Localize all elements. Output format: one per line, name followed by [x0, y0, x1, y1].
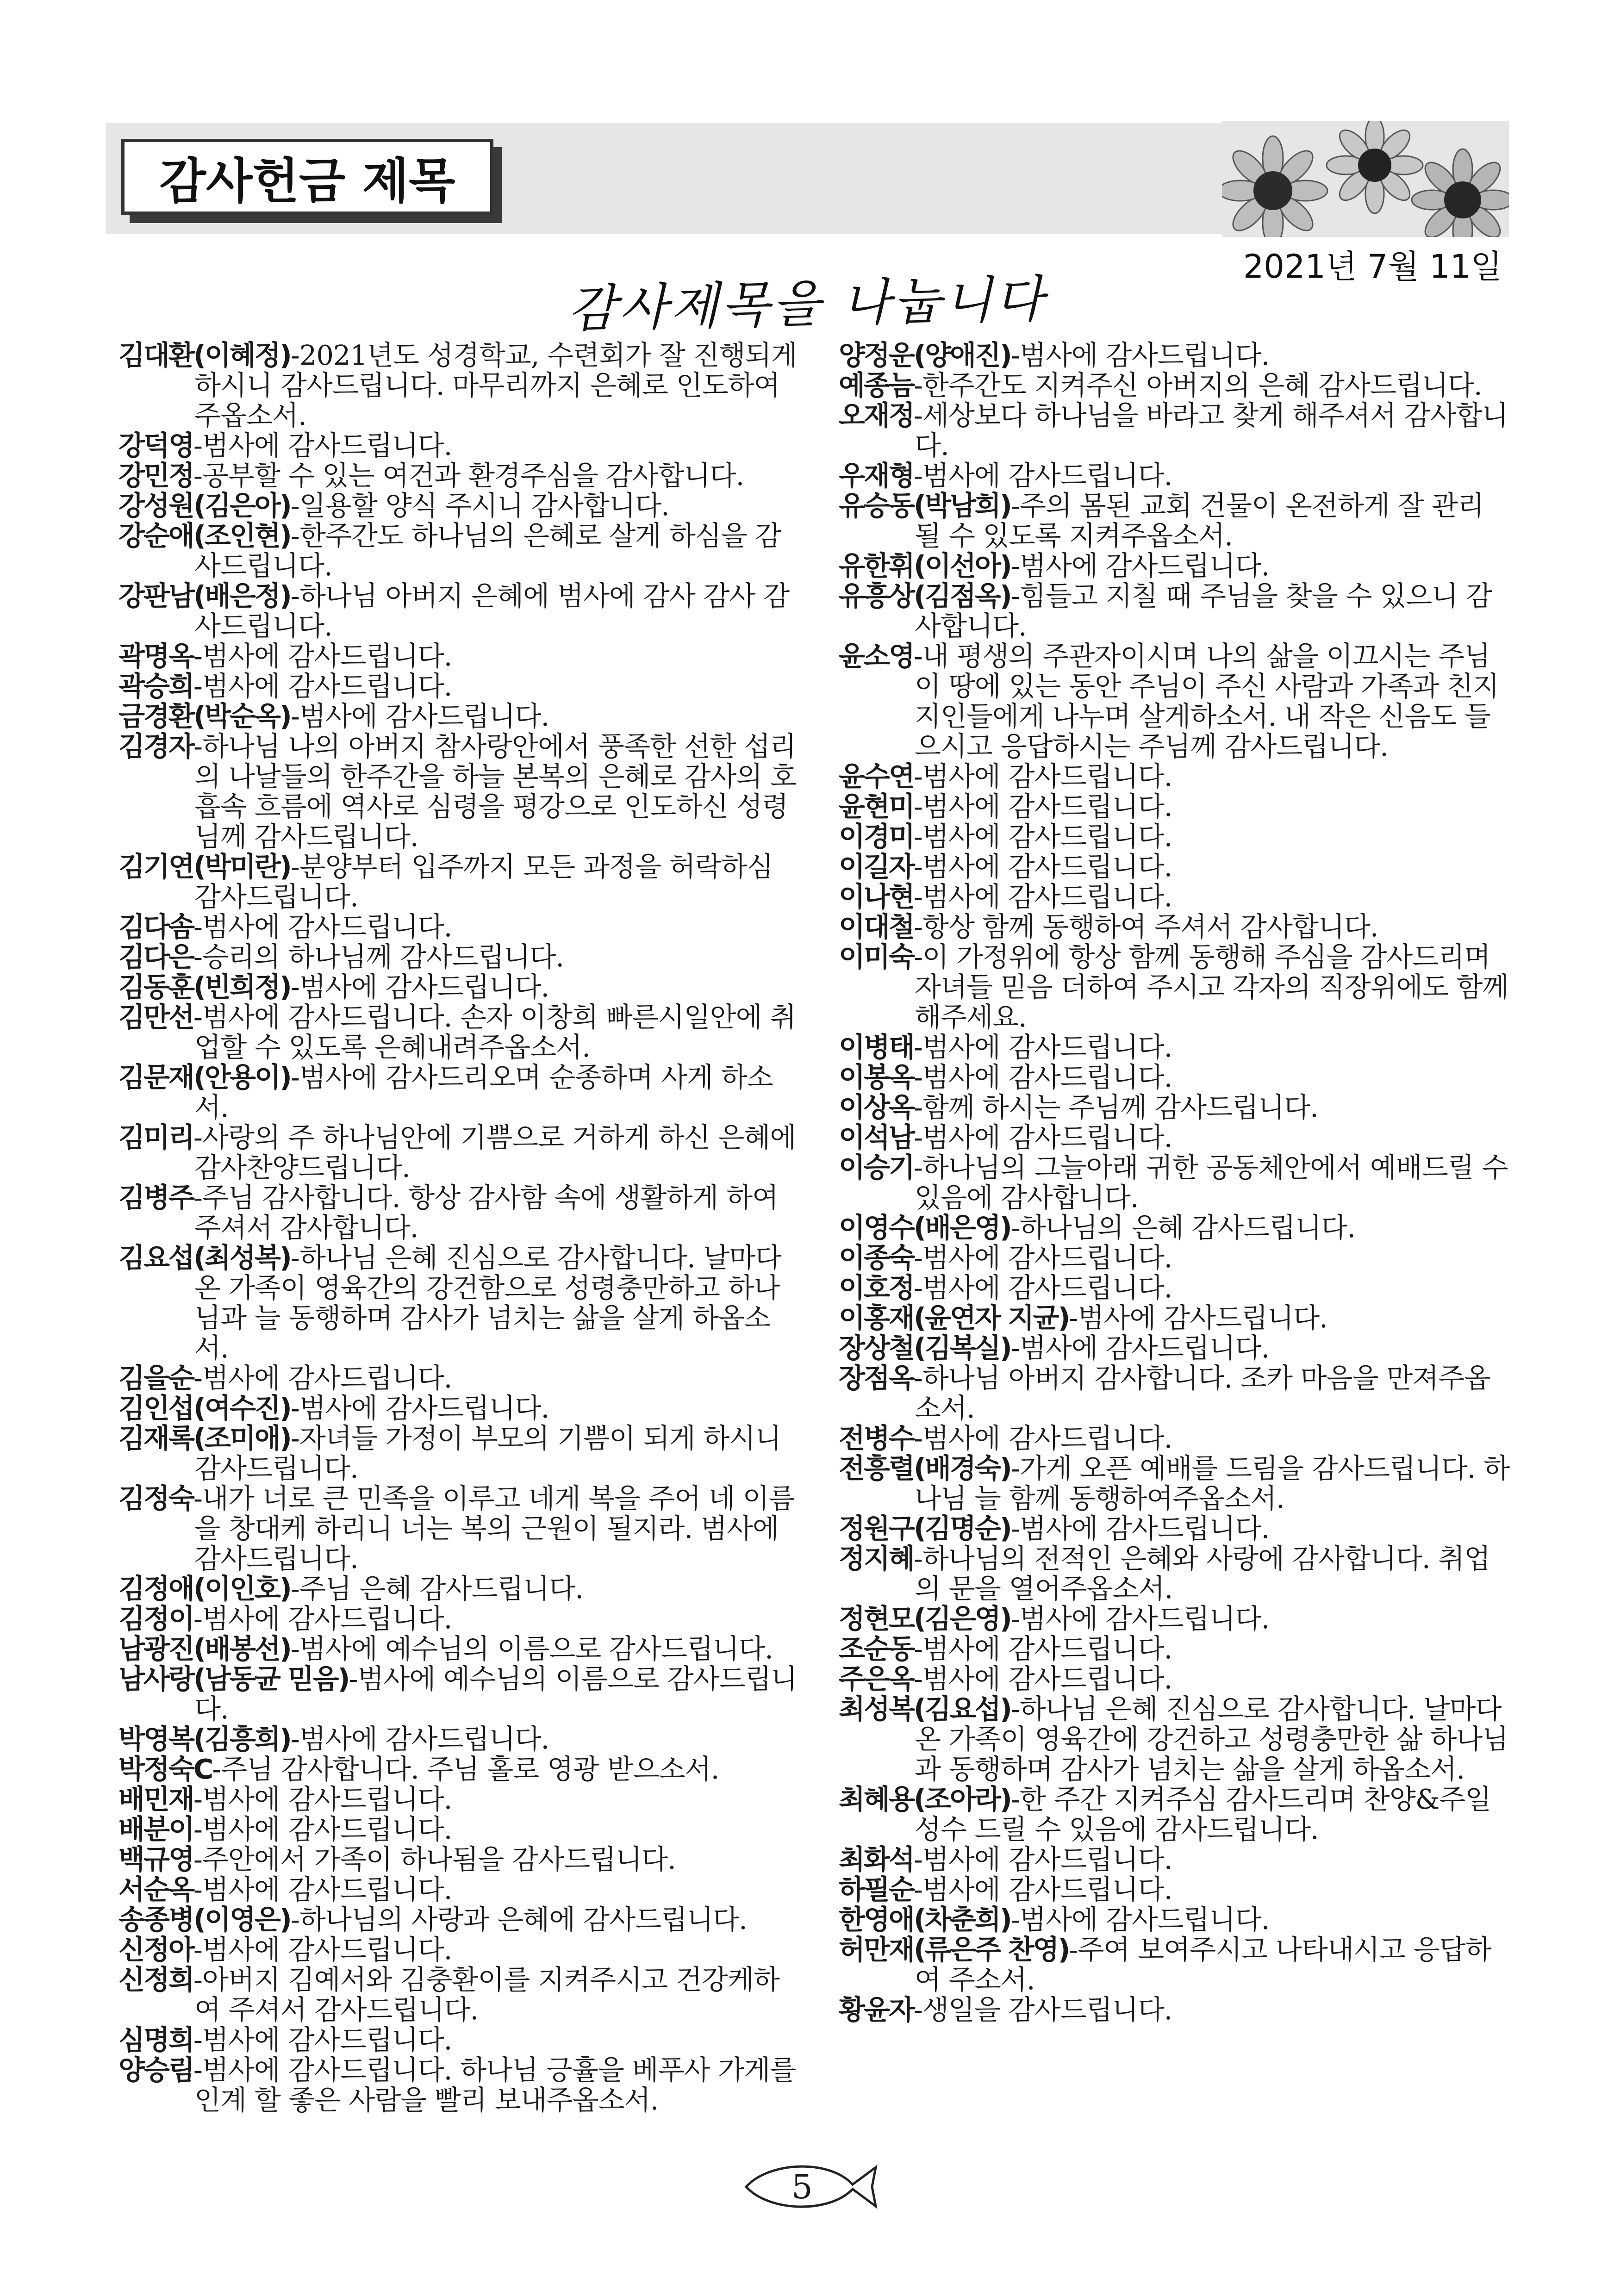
- entry-name: 남사랑(남동균 믿음): [118, 1663, 349, 1695]
- entry-text: -하나님의 그늘아래 귀한 공동체안에서 예배드릴 수 있음에 감사합니다.: [913, 1151, 1508, 1213]
- entry-text: -범사에 감사드립니다.: [193, 1783, 452, 1815]
- entry-name: 이병태: [839, 1031, 914, 1063]
- list-item: [118, 1935, 799, 1965]
- entry-name: 예종늠: [839, 369, 914, 401]
- list-item: [118, 581, 799, 641]
- entry-name: 양승림: [118, 2054, 193, 2086]
- entry-text: -범사에 감사드립니다.: [193, 640, 452, 672]
- entry-text: -함께 하시는 주님께 감사드립니다.: [913, 1091, 1318, 1123]
- list-item: [118, 641, 799, 671]
- entry-name: 김정이: [118, 1603, 193, 1635]
- entry-name: 이경미: [839, 821, 914, 852]
- entry-name: 김경자: [118, 730, 193, 762]
- entry-text: -하나님 은혜 진심으로 감사합니다. 날마다 온 가족이 영육간의 강건함으로 성령충만하고 하나님과 늘 동행하며 감사가 넘치는 삶을 살게 하옵소서.: [194, 1242, 781, 1364]
- page-number-badge: [737, 2159, 885, 2215]
- entry-text: -힘들고 지칠 때 주님을 찾을 수 있으니 감사합니다.: [915, 580, 1492, 642]
- entry-text: -분양부터 입주까지 모든 과정을 허락하심 감사드립니다.: [194, 851, 773, 913]
- list-item: [839, 1273, 1515, 1303]
- entry-name: 강덕영: [118, 429, 193, 461]
- list-item: [839, 761, 1515, 791]
- list-item: [839, 1152, 1515, 1213]
- entry-text: -범사에 감사드립니다.: [913, 881, 1172, 913]
- entry-name: 이영수(배은영): [839, 1212, 1011, 1244]
- entry-text: -하나님 은혜 진심으로 감사합니다. 날마다 온 가족이 영육간에 강건하고 성령충만한 삶 하나님과 동행하며 감사가 넘치는 삶을 살게 하옵소서.: [915, 1693, 1508, 1785]
- entry-name: 신정희: [118, 1964, 193, 1996]
- entry-text: -하나님 나의 아버지 참사랑안에서 풍족한 선한 섭리의 나날들의 한주간을 하늘 본복의 은혜로 감사의 호흡속 흐름에 역사로 심령을 평강으로 인도하신 성령님께 감사드립니다.: [193, 730, 797, 852]
- entry-text: -범사에 감사드립니다.: [913, 851, 1172, 883]
- entry-name: 이승기: [839, 1151, 914, 1183]
- list-item: [839, 882, 1515, 912]
- entry-name: 신정아: [118, 1934, 193, 1966]
- entry-text: -범사에 감사드립니다.: [913, 1843, 1172, 1875]
- entry-text: -하나님의 은혜 감사드립니다.: [1010, 1212, 1356, 1244]
- entry-name: 하필순: [839, 1873, 914, 1905]
- list-item: [118, 340, 799, 430]
- entry-name: 강판남(배은정): [118, 580, 291, 612]
- entry-text: -범사에 감사드립니다.: [1069, 1302, 1327, 1334]
- list-item: [839, 1995, 1515, 2025]
- list-item: [839, 641, 1515, 761]
- list-item: [118, 521, 799, 581]
- entry-name: 이대철: [839, 911, 914, 943]
- list-item: [839, 1784, 1515, 1844]
- entry-name: 금경환(박순옥): [118, 700, 291, 732]
- entry-name: 심명희: [118, 2024, 193, 2056]
- list-item: [118, 1724, 799, 1754]
- entry-text: -승리의 하나님께 감사드립니다.: [193, 941, 564, 973]
- entry-name: 오재정: [839, 399, 914, 431]
- entry-text: -범사에 감사드립니다.: [913, 1663, 1172, 1695]
- entry-text: -범사에 예수님의 이름으로 감사드립니다.: [290, 1633, 773, 1665]
- list-item: [118, 1363, 799, 1393]
- entry-text: -범사에 감사드립니다.: [913, 1242, 1172, 1274]
- entry-text: -범사에 감사드립니다.: [913, 1633, 1172, 1665]
- list-item: [118, 1754, 799, 1784]
- entry-name: 윤현미: [839, 790, 914, 822]
- entry-name: 김인섭(여수진): [118, 1392, 291, 1424]
- entry-text: -범사에 감사드립니다.: [193, 2024, 452, 2056]
- entry-text: -주의 몸된 교회 건물이 온전하게 잘 관리 될 수 있도록 지켜주옵소서.: [915, 490, 1484, 552]
- entry-name: 김미리: [118, 1121, 193, 1153]
- entry-name: 정현모(김은영): [839, 1603, 1011, 1635]
- entry-text: -한주간도 지켜주신 아버지의 은혜 감사드립니다.: [913, 369, 1482, 401]
- page-number: 5: [791, 2167, 813, 2206]
- list-item: [839, 1243, 1515, 1273]
- entry-name: 김동훈(빈희정): [118, 971, 291, 1003]
- entry-name: 이길자: [839, 851, 914, 883]
- entry-name: 이미숙: [839, 941, 914, 973]
- entry-text: -범사에 감사드립니다.: [193, 1873, 452, 1905]
- entry-name: 강성원(김은아): [118, 490, 291, 522]
- entry-text: -하나님의 사랑과 은혜에 감사드립니다.: [290, 1904, 747, 1935]
- title-box: [121, 139, 493, 215]
- entry-name: 이나현: [839, 881, 914, 913]
- entry-name: 양정운(양애진): [839, 339, 1011, 371]
- entry-name: 김대환(이혜정): [118, 339, 291, 371]
- entry-text: -범사에 감사드립니다.: [193, 1603, 452, 1635]
- entry-text: -세상보다 하나님을 바라고 찾게 해주셔서 감사합니다.: [913, 399, 1508, 461]
- list-item: [118, 1874, 799, 1904]
- list-item: [118, 1604, 799, 1634]
- list-item: [118, 1574, 799, 1604]
- entry-text: -주님 은혜 감사드립니다.: [290, 1573, 584, 1605]
- list-item: [118, 430, 799, 460]
- list-item: [839, 942, 1515, 1032]
- list-item: [839, 1664, 1515, 1694]
- list-item: [118, 1904, 799, 1935]
- list-item: [839, 491, 1515, 551]
- list-item: [118, 731, 799, 852]
- entry-text: -범사에 감사드립니다.: [193, 670, 452, 702]
- list-item: [839, 340, 1515, 370]
- entry-text: -범사에 감사드립니다. 하나님 긍휼을 베푸사 가게를 인계 할 좋은 사람을 빨리 보내주옵소서.: [193, 2054, 796, 2116]
- list-item: [839, 581, 1515, 641]
- entry-text: -범사에 감사드립니다.: [1010, 339, 1270, 371]
- list-item: [839, 1453, 1515, 1513]
- entry-name: 김기연(박미란): [118, 851, 291, 883]
- list-item: [839, 1543, 1515, 1604]
- entry-name: 한영애(차춘희): [839, 1904, 1011, 1935]
- list-item: [118, 1062, 799, 1122]
- entry-text: -하나님 아버지 은혜에 범사에 감사 감사 감사드립니다.: [194, 580, 790, 642]
- list-item: [118, 942, 799, 972]
- entry-name: 유한휘(이선아): [839, 550, 1011, 582]
- entry-name: 윤수연: [839, 760, 914, 792]
- entry-text: -주님 감사합니다. 항상 감사함 속에 생활하게 하여 주셔서 감사합니다.: [193, 1182, 779, 1244]
- fish-icon: [746, 2166, 876, 2207]
- entry-text: -하나님의 전적인 은혜와 사랑에 감사합니다. 취업의 문을 열어주옵소서.: [913, 1543, 1490, 1605]
- entry-text: -사랑의 주 하나님안에 기쁨으로 거하게 하신 은혜에 감사찬양드립니다.: [193, 1121, 796, 1183]
- list-item: [839, 912, 1515, 942]
- list-item: [118, 912, 799, 942]
- entry-name: 장상철(김복실): [839, 1332, 1011, 1364]
- page-title: 감사헌금 제목: [159, 153, 455, 209]
- entry-name: 김재록(조미애): [118, 1422, 291, 1454]
- entry-name: 이종숙: [839, 1242, 914, 1274]
- list-item: [839, 1904, 1515, 1935]
- entry-name: 김문재(안용이): [118, 1061, 291, 1093]
- list-item: [118, 1664, 799, 1724]
- list-item: [839, 1122, 1515, 1152]
- entry-text: -범사에 감사드립니다.: [913, 760, 1172, 792]
- list-item: [118, 1483, 799, 1574]
- entry-name: 이호정: [839, 1272, 914, 1304]
- entries-left-column: [118, 340, 799, 2115]
- entry-text: -내가 너로 큰 민족을 이루고 네게 복을 주어 네 이름을 창대케 하리니 너는 복의 근원이 될지라. 범사에 감사드립니다.: [193, 1482, 795, 1574]
- entry-text: -범사에 감사드립니다.: [290, 700, 549, 732]
- entry-text: -범사에 감사드립니다.: [1010, 1603, 1270, 1635]
- entry-text: -가게 오픈 예배를 드림을 감사드립니다. 하나님 늘 함께 동행하여주옵소서.: [915, 1452, 1510, 1514]
- entry-text: -범사에 감사드립니다.: [913, 1272, 1172, 1304]
- entry-text: -범사에 감사드립니다.: [1010, 1512, 1270, 1544]
- entry-name: 유승동(박남희): [839, 490, 1011, 522]
- entry-name: 최혜용(조아라): [839, 1783, 1011, 1815]
- list-item: [839, 791, 1515, 821]
- list-item: [839, 1333, 1515, 1363]
- list-item: [118, 972, 799, 1002]
- entry-text: -한 주간 지켜주심 감사드리며 찬양&주일성수 드릴 수 있음에 감사드립니다.: [915, 1783, 1491, 1845]
- entry-name: 윤소영: [839, 640, 914, 672]
- list-item: [839, 400, 1515, 460]
- entry-text: -2021년도 성경학교, 수련회가 잘 진행되게 하시니 감사드립니다. 마무리까지 은혜로 인도하여 주옵소서.: [194, 339, 797, 431]
- entry-name: 곽승희: [118, 670, 193, 702]
- list-item: [118, 1182, 799, 1243]
- list-item: [118, 1393, 799, 1423]
- entry-name: 전병수: [839, 1422, 914, 1454]
- section-subtitle: 감사제목을 나눕니다: [567, 270, 1047, 338]
- entry-text: -아버지 김예서와 김충환이를 지켜주시고 건강케하여 주셔서 감사드립니다.: [193, 1964, 779, 2026]
- entry-text: -생일을 감사드립니다.: [913, 1994, 1172, 2026]
- entry-name: 황윤자: [839, 1994, 914, 2026]
- entry-name: 김을순: [118, 1362, 193, 1394]
- list-item: [118, 1634, 799, 1664]
- entry-text: -범사에 감사드립니다.: [1010, 550, 1270, 582]
- entry-name: 우재형: [839, 460, 914, 492]
- issue-date: 2021년 7월 11일: [1243, 248, 1502, 286]
- list-item: [118, 1243, 799, 1363]
- list-item: [118, 1423, 799, 1483]
- list-item: [118, 2055, 799, 2115]
- entry-name: 서순옥: [118, 1873, 193, 1905]
- entry-name: 이석남: [839, 1121, 914, 1153]
- entry-text: -자녀들 가정이 부모의 기쁨이 되게 하시니 감사드립니다.: [194, 1422, 781, 1484]
- entry-name: 주은옥: [839, 1663, 914, 1695]
- entry-text: -범사에 예수님의 이름으로 감사드립니다.: [194, 1663, 797, 1725]
- list-item: [839, 460, 1515, 491]
- entry-name: 강순애(조인현): [118, 520, 291, 552]
- entry-name: 조순동: [839, 1633, 914, 1665]
- list-item: [118, 701, 799, 731]
- entry-text: -범사에 감사드립니다.: [193, 1362, 452, 1394]
- entry-text: -주여 보여주시고 나타내시고 응답하여 주소서.: [915, 1934, 1491, 1996]
- list-item: [839, 1062, 1515, 1092]
- entry-text: -범사에 감사드립니다.: [913, 790, 1172, 822]
- list-item: [839, 1032, 1515, 1062]
- list-item: [839, 1844, 1515, 1874]
- list-item: [839, 1513, 1515, 1543]
- entry-text: -범사에 감사드립니다.: [193, 1813, 452, 1845]
- entry-text: -범사에 감사드립니다.: [913, 1121, 1172, 1153]
- list-item: [839, 551, 1515, 581]
- entry-name: 배분이: [118, 1813, 193, 1845]
- entry-name: 이상옥: [839, 1091, 914, 1123]
- entry-name: 박정숙C: [118, 1753, 212, 1785]
- list-item: [118, 671, 799, 701]
- entry-name: 이봉옥: [839, 1061, 914, 1093]
- entry-text: -범사에 감사드립니다.: [290, 1723, 549, 1755]
- entry-text: -범사에 감사드립니다.: [913, 1031, 1172, 1063]
- list-item: [839, 1092, 1515, 1122]
- list-item: [839, 1694, 1515, 1784]
- entry-name: 정지혜: [839, 1543, 914, 1574]
- list-item: [118, 491, 799, 521]
- entries-right-column: [839, 340, 1515, 2025]
- list-item: [839, 1423, 1515, 1453]
- entry-name: 김정애(이인호): [118, 1573, 291, 1605]
- entry-text: -공부할 수 있는 여건과 환경주심을 감사합니다.: [193, 460, 744, 492]
- entry-name: 박영복(김흥희): [118, 1723, 291, 1755]
- list-item: [839, 1604, 1515, 1634]
- list-item: [118, 1814, 799, 1844]
- entry-text: -이 가정위에 항상 함께 동행해 주심을 감사드리며 자녀들 믿음 더하여 주시고 각자의 직장위에도 함께 해주세요.: [913, 941, 1508, 1033]
- entry-text: -항상 함께 동행하여 주셔서 감사합니다.: [913, 911, 1378, 943]
- entry-text: -범사에 감사드립니다.: [193, 429, 452, 461]
- entry-name: 곽명옥: [118, 640, 193, 672]
- entry-name: 유흥상(김점옥): [839, 580, 1011, 612]
- list-item: [839, 1634, 1515, 1664]
- entry-name: 김정숙: [118, 1482, 193, 1514]
- entry-name: 백규영: [118, 1843, 193, 1875]
- entry-name: 김요섭(최성복): [118, 1242, 291, 1274]
- entry-text: -하나님 아버지 감사합니다. 조카 마음을 만져주옵소서.: [913, 1362, 1490, 1424]
- entry-text: -범사에 감사드립니다.: [290, 1392, 549, 1424]
- entry-text: -내 평생의 주관자이시며 나의 삶을 이끄시는 주님 이 땅에 있는 동안 주님이 주신 사람과 가족과 친지 지인들에게 나누며 살게하소서. 내 작은 신음도 들으시고 응답하시는 주님께 감사드립니다.: [913, 640, 1499, 762]
- entry-name: 최화석: [839, 1843, 914, 1875]
- entry-name: 남광진(배봉선): [118, 1633, 291, 1665]
- entry-name: 김병주: [118, 1182, 193, 1213]
- entry-text: -범사에 감사드리오며 순종하며 사게 하소서.: [194, 1061, 773, 1123]
- list-item: [839, 1303, 1515, 1333]
- entry-name: 김만선: [118, 1001, 193, 1033]
- list-item: [839, 821, 1515, 852]
- entry-text: -주님 감사합니다. 주님 홀로 영광 받으소서.: [212, 1753, 719, 1785]
- entry-text: -범사에 감사드립니다.: [913, 1422, 1172, 1454]
- entry-name: 최성복(김요섭): [839, 1693, 1011, 1725]
- entry-text: -범사에 감사드립니다.: [913, 821, 1172, 852]
- entry-text: -범사에 감사드립니다.: [290, 971, 549, 1003]
- entry-name: 강민정: [118, 460, 193, 492]
- list-item: [118, 460, 799, 491]
- entry-text: -범사에 감사드립니다.: [913, 1061, 1172, 1093]
- entry-text: -범사에 감사드립니다.: [193, 1934, 452, 1966]
- entry-text: -범사에 감사드립니다.: [193, 911, 452, 943]
- entry-name: 이홍재(윤연자 지균): [839, 1302, 1069, 1334]
- entry-name: 허만재(류은주 찬영): [839, 1934, 1069, 1966]
- list-item: [839, 370, 1515, 400]
- entry-name: 장점옥: [839, 1362, 914, 1394]
- entry-text: -범사에 감사드립니다.: [913, 1873, 1172, 1905]
- entry-name: 김다솜: [118, 911, 193, 943]
- list-item: [118, 852, 799, 912]
- entry-text: -범사에 감사드립니다.: [1010, 1332, 1270, 1364]
- list-item: [118, 1002, 799, 1062]
- list-item: [839, 1874, 1515, 1904]
- entry-text: -범사에 감사드립니다.: [1010, 1904, 1270, 1935]
- entry-text: -주안에서 가족이 하나됨을 감사드립니다.: [193, 1843, 676, 1875]
- entry-name: 전흥렬(배경숙): [839, 1452, 1011, 1484]
- list-item: [118, 2025, 799, 2055]
- entry-name: 정원구(김명순): [839, 1512, 1011, 1544]
- list-item: [118, 1844, 799, 1874]
- list-item: [118, 1784, 799, 1814]
- list-item: [839, 1213, 1515, 1243]
- list-item: [839, 1935, 1515, 1995]
- entry-name: 배민재: [118, 1783, 193, 1815]
- list-item: [839, 852, 1515, 882]
- entry-text: -일용할 양식 주시니 감사합니다.: [290, 490, 669, 522]
- entry-name: 김다은: [118, 941, 193, 973]
- entry-name: 송종병(이영은): [118, 1904, 291, 1935]
- entry-text: -범사에 감사드립니다. 손자 이창희 빠른시일안에 취업할 수 있도록 은혜내려주옵소서.: [193, 1001, 796, 1063]
- list-item: [118, 1122, 799, 1182]
- list-item: [839, 1363, 1515, 1423]
- entry-text: -한주간도 하나님의 은혜로 살게 하심을 감사드립니다.: [194, 520, 781, 582]
- list-item: [118, 1965, 799, 2025]
- sunflower-image: [1222, 121, 1509, 237]
- entry-text: -범사에 감사드립니다.: [913, 460, 1172, 492]
